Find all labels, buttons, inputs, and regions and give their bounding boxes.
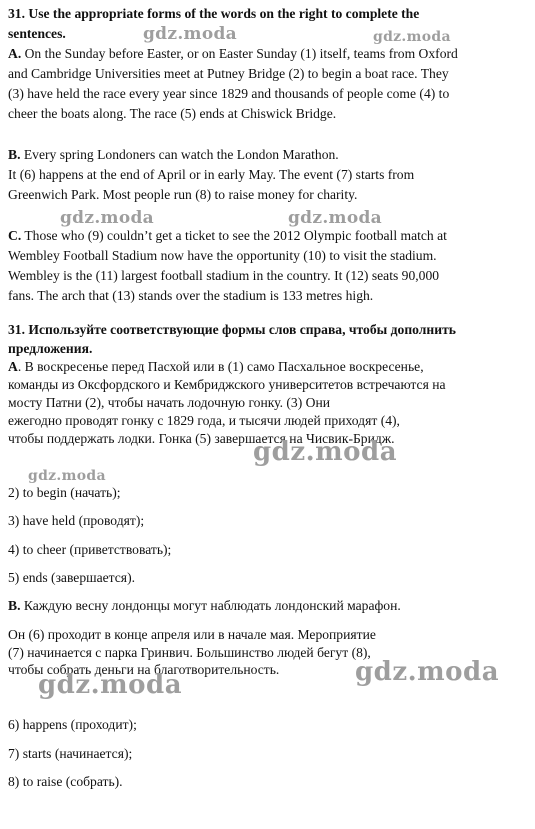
- paragraph-c-line-3: Wembley is the (11) largest football stadium in the country. It (12) seats 90,000: [8, 268, 440, 283]
- answer-item: 4) to cheer (приветствовать);: [8, 542, 172, 557]
- exercise-heading-en: 31. Use the appropriate forms of the words on the right to complete the: [8, 6, 420, 21]
- paragraph-a-label: A.: [8, 46, 22, 61]
- translation-b-line-1: B. Каждую весну лондонцы могут наблюдать лондонский марафон.: [8, 598, 401, 613]
- answer-item: 8) to raise (собрать).: [8, 774, 123, 789]
- translation-a-line-3: мосту Патни (2), чтобы начать лодочную гонку. (3) Они: [8, 395, 331, 410]
- paragraph-b-line-2: It (6) happens at the end of April or in early May. The event (7) starts from: [8, 167, 415, 182]
- paragraph-c-line-4: fans. The arch that (13) stands over the stadium is 133 metres high.: [8, 288, 374, 303]
- exercise-heading-ru-cont: предложения.: [8, 341, 93, 356]
- paragraph-b-label: B.: [8, 147, 21, 162]
- translation-b-line-2: Он (6) проходит в конце апреля или в начале мая. Мероприятие: [8, 627, 376, 642]
- exercise-heading-en-cont: sentences.: [8, 26, 66, 41]
- watermark-logo: gdz.moda: [28, 468, 106, 484]
- watermark-logo: gdz.moda: [355, 657, 500, 687]
- paragraph-a-line-2: and Cambridge Universities meet at Putney Bridge (2) to begin a boat race. They: [8, 66, 449, 81]
- answer-item: 7) starts (начинается);: [8, 746, 133, 761]
- answer-item: 2) to begin (начать);: [8, 485, 121, 500]
- paragraph-c-line-2: Wembley Football Stadium now have the opportunity (10) to visit the stadium.: [8, 248, 437, 263]
- paragraph-b-line-1: B. Every spring Londoners can watch the London Marathon.: [8, 147, 339, 162]
- translation-b-line-4: чтобы собрать деньги на благотворительность.: [8, 662, 280, 677]
- watermark-logo: gdz.moda: [60, 208, 154, 228]
- watermark-logo: gdz.moda: [143, 24, 237, 44]
- paragraph-c-line-1: C. Those who (9) couldn’t get a ticket to see the 2012 Olympic football match at: [8, 228, 447, 243]
- paragraph-b-line-3: Greenwich Park. Most people run (8) to raise money for charity.: [8, 187, 358, 202]
- watermark-logo: gdz.moda: [38, 670, 183, 700]
- answer-item: 5) ends (завершается).: [8, 570, 135, 585]
- translation-a-line-4: ежегодно проводят гонку с 1829 года, и тысячи людей приходят (4),: [8, 413, 400, 428]
- watermark-logo: gdz.moda: [288, 208, 382, 228]
- paragraph-a-line-1: A. On the Sunday before Easter, or on Easter Sunday (1) itself, teams from Oxford: [8, 46, 458, 61]
- watermark-logo: gdz.moda: [373, 29, 451, 45]
- translation-a-line-1: А. В воскресенье перед Пасхой или в (1) само Пасхальное воскресенье,: [8, 359, 424, 374]
- translation-a-label: А: [8, 359, 18, 374]
- answer-item: 3) have held (проводят);: [8, 513, 145, 528]
- exercise-heading-ru: 31. Используйте соответствующие формы слов справа, чтобы дополнить: [8, 322, 456, 337]
- translation-a-line-2: команды из Оксфордского и Кембриджского университетов встречаются на: [8, 377, 446, 392]
- paragraph-a-line-3: (3) have held the race every year since 1829 and thousands of people come (4) to: [8, 86, 450, 101]
- translation-b-label: B.: [8, 598, 21, 613]
- watermark-logo: gdz.moda: [253, 437, 398, 467]
- answer-item: 6) happens (проходит);: [8, 717, 137, 732]
- paragraph-a-line-4: cheer the boats along. The race (5) ends at Chiswick Bridge.: [8, 106, 337, 121]
- translation-b-line-3: (7) начинается с парка Гринвич. Большинство людей бегут (8),: [8, 645, 371, 660]
- paragraph-c-label: C.: [8, 228, 22, 243]
- translation-a-line-5: чтобы поддержать лодки. Гонка (5) завершается на Чисвик-Бридж.: [8, 431, 395, 446]
